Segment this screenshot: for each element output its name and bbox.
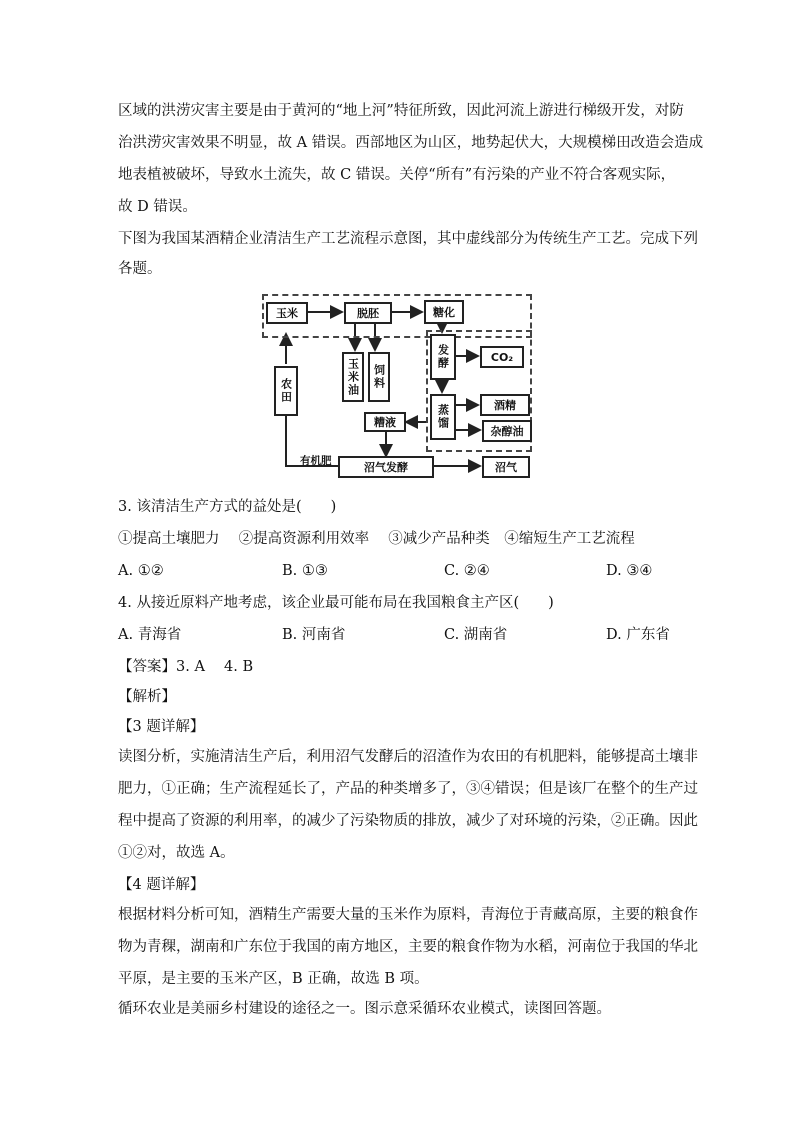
corn-box: 玉米 [266, 302, 308, 324]
co2-box: CO₂ [480, 346, 524, 368]
fusel-oil-box: 杂醇油 [482, 420, 532, 442]
q3-detail-line-1: 读图分析，实施清洁生产后，利用沼气发酵后的沼渣作为农田的有机肥料，能够提高土壤非 [118, 749, 698, 765]
farmland-box: 农田 [274, 366, 298, 416]
q3-option-a: A. ①② [118, 563, 164, 579]
q3-detail-line-2: 肥力，①正确；生产流程延长了，产品的种类增多了，③④错误；但是该厂在整个的生产过 [118, 781, 698, 797]
saccharify-box: 糖化 [424, 300, 464, 324]
biogas-ferment-box: 沼气发酵 [338, 456, 434, 478]
ferment-box: 发酵 [430, 334, 456, 380]
degerm-box: 脱胚 [344, 302, 392, 324]
q3-detail-title: 【3 题详解】 [118, 719, 205, 735]
stem-line-2: 各题。 [118, 261, 162, 277]
q4-option-b: B. 河南省 [282, 627, 346, 643]
q4-detail-line-3: 平原，是主要的玉米产区，B 正确，故选 B 项。 [118, 971, 429, 987]
alcohol-box: 酒精 [480, 394, 530, 416]
organic-fertilizer-label: 有机肥 [300, 455, 332, 467]
answer-line: 【答案】3. A 4. B [118, 659, 254, 675]
stem-line-1: 下图为我国某酒精企业清洁生产工艺流程示意图，其中虚线部分为传统生产工艺。完成下列 [118, 231, 698, 247]
analysis-label: 【解析】 [118, 689, 176, 705]
intro-line-3: 地表植被破坏，导致水土流失，故 C 错误。关停“所有”有污染的产业不符合客观实际， [118, 167, 676, 183]
q4-option-c: C. 湖南省 [444, 627, 508, 643]
q4-option-a: A. 青海省 [118, 627, 182, 643]
q3-detail-line-3: 程中提高了资源的利用率，的减少了污染物质的排放，减少了对环境的污染，②正确。因此 [118, 813, 698, 829]
corn-oil-box: 玉米油 [342, 352, 364, 402]
intro-line-2: 治洪涝灾害效果不明显，故 A 错误。西部地区为山区，地势起伏大，大规模梯田改造会造成 [118, 135, 704, 151]
slop-box: 糟液 [364, 412, 406, 432]
process-flow-diagram [258, 288, 538, 484]
intro-line-1: 区域的洪涝灾害主要是由于黄河的“地上河”特征所致，因此河流上游进行梯级开发，对防 [118, 103, 684, 119]
q3-option-b: B. ①③ [282, 563, 328, 579]
q4-option-d: D. 广东省 [606, 627, 670, 643]
q3-stem: 3. 该清洁生产方式的益处是( ) [118, 499, 337, 515]
distill-box: 蒸馏 [430, 394, 456, 440]
q4-detail-line-1: 根据材料分析可知，酒精生产需要大量的玉米作为原料，青海位于青藏高原，主要的粮食作 [118, 907, 698, 923]
q4-detail-title: 【4 题详解】 [118, 877, 205, 893]
q3-items: ①提高土壤肥力 ②提高资源利用效率 ③减少产品种类 ④缩短生产工艺流程 [118, 531, 635, 547]
feed-box: 饲料 [368, 352, 390, 402]
q3-detail-line-4: ①②对，故选 A。 [118, 845, 235, 861]
intro-line-4: 故 D 错误。 [118, 199, 197, 215]
q3-option-d: D. ③④ [606, 563, 653, 579]
q3-option-c: C. ②④ [444, 563, 490, 579]
biogas-box: 沼气 [482, 456, 530, 478]
q4-stem: 4. 从接近原料产地考虑，该企业最可能布局在我国粮食主产区( ) [118, 595, 554, 611]
next-question-stem: 循环农业是美丽乡村建设的途径之一。图示意采循环农业模式，读图回答题。 [118, 1001, 611, 1017]
q4-detail-line-2: 物为青稞，湖南和广东位于我国的南方地区，主要的粮食作物为水稻，河南位于我国的华北 [118, 939, 698, 955]
